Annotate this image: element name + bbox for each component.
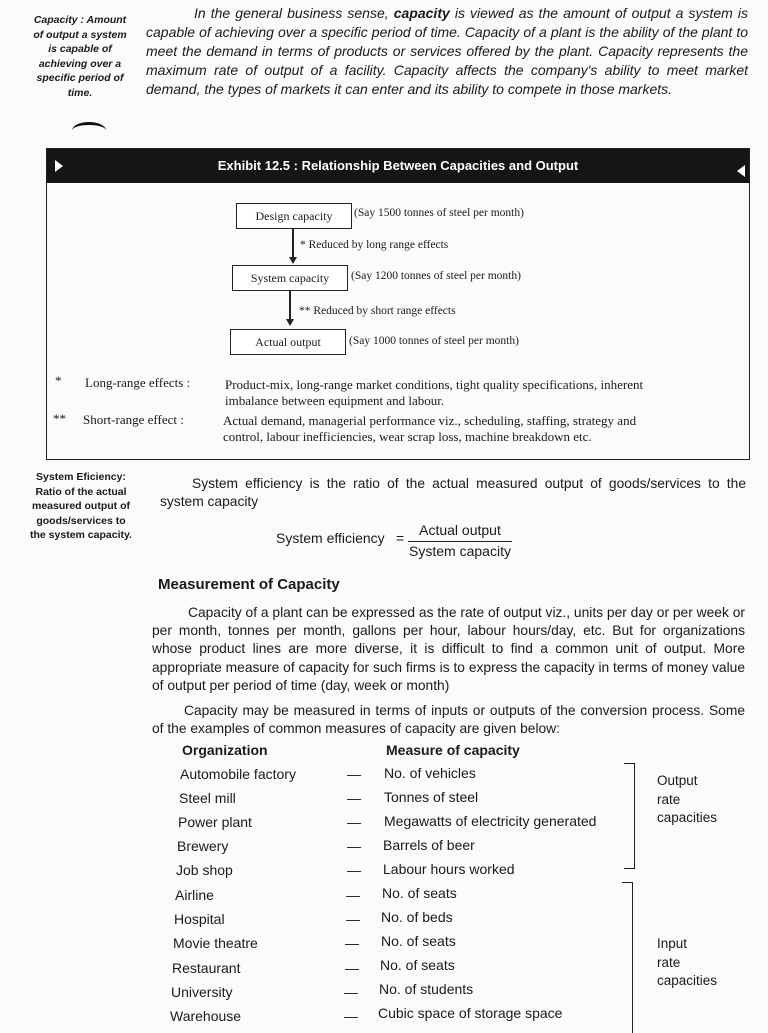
design-capacity-box: Design capacity bbox=[236, 203, 352, 229]
table-cell-measure: No. of seats bbox=[382, 885, 457, 901]
margin-note-capacity bbox=[24, 13, 136, 100]
triangle-left-icon bbox=[737, 165, 745, 177]
column-header-measure: Measure of capacity bbox=[386, 742, 520, 758]
actual-output-box: Actual output bbox=[230, 329, 346, 355]
system-capacity-note: (Say 1200 tonnes of steel per month) bbox=[351, 270, 521, 282]
system-capacity-box: System capacity bbox=[232, 265, 348, 291]
table-cell-measure: No. of seats bbox=[380, 957, 455, 973]
design-capacity-note: (Say 1500 tonnes of steel per month) bbox=[354, 207, 524, 219]
footnote-long-range: Product-mix, long-range market conditions, tight quality specifications, inherent imbalance between equipment and labour. bbox=[225, 377, 644, 408]
arrow-down-icon bbox=[286, 319, 294, 326]
margin-note-line: achieving over a bbox=[38, 57, 122, 70]
margin-note-line: is capable of bbox=[48, 43, 112, 55]
table-cell-measure: No. of vehicles bbox=[384, 765, 476, 781]
short-range-reduction: ** Reduced by short range effects bbox=[299, 305, 456, 317]
table-dash: — bbox=[347, 862, 361, 878]
footnote-short-range: Actual demand, managerial performance viz., scheduling, staffing, strategy and control, labour inefficiencies, wear scrap loss, machine breakdown etc. bbox=[223, 413, 637, 444]
output-group-label: Output rate capacities bbox=[657, 773, 718, 825]
margin-note-line: of output a system bbox=[33, 28, 127, 41]
table-cell-org: Job shop bbox=[176, 862, 233, 878]
exhibit-box bbox=[46, 148, 750, 460]
table-cell-org: Airline bbox=[175, 887, 214, 903]
margin-note-line: Ratio of the actual bbox=[35, 485, 127, 498]
table-dash: — bbox=[345, 960, 359, 976]
column-header-organization: Organization bbox=[182, 742, 268, 758]
margin-note-line: the system capacity. bbox=[30, 529, 132, 541]
table-cell-org: Power plant bbox=[178, 814, 252, 830]
table-cell-measure: No. of seats bbox=[381, 933, 456, 949]
arrow-down-icon bbox=[289, 257, 297, 264]
table-cell-org: University bbox=[171, 984, 233, 1000]
formula-numerator: Actual output bbox=[419, 522, 501, 538]
decorative-arc bbox=[72, 122, 106, 139]
table-cell-org: Restaurant bbox=[172, 960, 241, 976]
actual-output-note: (Say 1000 tonnes of steel per month) bbox=[349, 335, 519, 347]
formula-denominator: System capacity bbox=[409, 543, 511, 559]
table-dash: — bbox=[347, 838, 361, 854]
table-dash: — bbox=[347, 766, 361, 782]
table-cell-org: Movie theatre bbox=[173, 935, 258, 951]
table-dash: — bbox=[346, 887, 360, 903]
margin-note-line: specific period of bbox=[36, 72, 124, 84]
table-cell-measure: Megawatts of electricity generated bbox=[384, 813, 597, 829]
table-dash: — bbox=[346, 911, 360, 927]
margin-note-line: measured output of bbox=[31, 500, 130, 512]
section-heading: Measurement of Capacity bbox=[158, 576, 340, 593]
capacity-term: capacity bbox=[393, 5, 450, 21]
intro-paragraph: In the general business sense, capacity is viewed as the amount of output a system is capable of achieving over a specific period of time. Capacity of a plant is the ability of the plant to meet the demand in terms of products or services offered by the plant. Capacity represents the maximum rate of output of a facility. Capacity affects the company's ability to meet market demand, the types of markets it can enter and its ability to compete in those markets. bbox=[146, 5, 748, 97]
long-range-reduction: * Reduced by long range effects bbox=[300, 239, 449, 251]
margin-note-efficiency bbox=[22, 470, 140, 543]
footnote-mark: * bbox=[55, 373, 62, 388]
table-cell-org: Automobile factory bbox=[180, 766, 296, 782]
flow-arrow-line bbox=[292, 228, 294, 258]
margin-note-line: System Eficiency: bbox=[36, 471, 126, 483]
table-cell-measure: Cubic space of storage space bbox=[378, 1005, 563, 1021]
output-bracket bbox=[624, 763, 635, 869]
measurement-paragraph-1: Capacity of a plant can be expressed as the rate of output viz., units per day or per week or per month, tonnes per month, gallons per hour, labour hours/day, etc. But for organizations whose product lines are more diverse, it is difficult to find a common unit of output. More appropriate measure of capacity for such firms is to express the capacity in terms of money value of output per period of time (day, week or month) bbox=[152, 605, 745, 693]
fraction-bar bbox=[408, 541, 512, 542]
exhibit-title-bar bbox=[47, 149, 749, 183]
table-dash: — bbox=[347, 790, 361, 806]
table-cell-org: Steel mill bbox=[179, 790, 236, 806]
table-cell-measure: Barrels of beer bbox=[383, 837, 475, 853]
margin-note-line: Capacity : Amount bbox=[33, 14, 127, 26]
table-cell-org: Hospital bbox=[174, 911, 225, 927]
efficiency-paragraph: System efficiency is the ratio of the actual measured output of goods/services to the system capacity bbox=[160, 476, 746, 510]
table-dash: — bbox=[344, 1008, 358, 1024]
input-group-label: Input rate capacities bbox=[657, 936, 718, 988]
table-cell-org: Warehouse bbox=[170, 1008, 242, 1024]
flow-arrow-line bbox=[289, 290, 291, 320]
footnote-label: Short-range effect : bbox=[83, 412, 184, 427]
formula-equals: = bbox=[396, 530, 405, 546]
margin-note-line: goods/services to bbox=[36, 514, 126, 527]
input-bracket bbox=[622, 882, 633, 1033]
table-dash: — bbox=[345, 935, 359, 951]
formula-label: System efficiency bbox=[276, 530, 385, 546]
footnote-label: Long-range effects : bbox=[85, 375, 191, 390]
margin-note-line: time. bbox=[67, 86, 93, 99]
table-cell-measure: No. of students bbox=[379, 981, 474, 997]
footnote-mark: ** bbox=[53, 411, 66, 426]
measurement-paragraph-2: Capacity may be measured in terms of inputs or outputs of the conversion process. Some of the examples of common measures of capacity are given below: bbox=[152, 703, 745, 737]
table-cell-measure: Labour hours worked bbox=[383, 861, 515, 877]
triangle-right-icon bbox=[55, 160, 63, 172]
table-cell-measure: No. of beds bbox=[381, 909, 453, 925]
table-dash: — bbox=[344, 984, 358, 1000]
table-cell-measure: Tonnes of steel bbox=[384, 789, 479, 805]
exhibit-title: Exhibit 12.5 : Relationship Between Capacities and Output bbox=[217, 158, 579, 173]
table-cell-org: Brewery bbox=[177, 838, 229, 854]
table-dash: — bbox=[347, 814, 361, 830]
